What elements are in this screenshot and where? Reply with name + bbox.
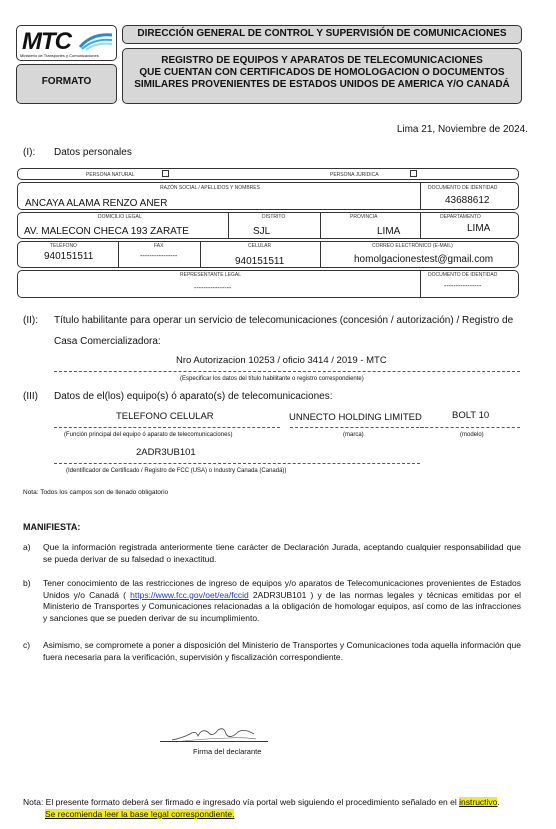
domicilio-field[interactable]: AV. MALECON CHECA 193 ZARATE (24, 226, 189, 237)
item-b-text-2: 2ADR3UB101 ) y de las normas legales y técnicas emitidas por el Ministerio de Transportes y Comunicaciones relacionadas a la obligación de homologar equipos, así como de las infracciones y sanciones que se pueden derivar de su incumplimiento. (43, 589, 521, 623)
item-a-label: a) (23, 542, 31, 552)
representante-label: REPRESENTANTE LEGAL (180, 272, 242, 278)
marca-field[interactable]: UNNECTO HOLDING LIMITED (289, 412, 422, 423)
item-b-text-1: Tener conocimiento de las restricciones de ingreso de equipos y/o aparatos de Telecomunicaciones provenientes de Estados Unidos y/o Canadá ( (43, 578, 521, 600)
correo-field[interactable]: homolgacionestest@gmail.com (354, 254, 494, 265)
razon-social-label: RAZÓN SOCIAL / APELLIDOS Y NOMBRES (160, 185, 260, 191)
divider (420, 270, 421, 298)
formato-label: FORMATO (41, 76, 92, 87)
fcc-link[interactable]: https://www.fcc.gov/oet/ea/fccid (130, 589, 249, 600)
item-b-label: b) (23, 578, 31, 588)
doc-label: DOCUMENTO DE IDENTIDAD (428, 185, 498, 191)
telefono-label: TELÉFONO (50, 243, 77, 249)
instructivo-link[interactable]: instructivo (459, 797, 498, 807)
section3-number: (III) (23, 391, 38, 402)
correo-label: CORREO ELECTRÓNICO (E-MAIL) (372, 243, 453, 249)
funcion-field[interactable]: TELEFONO CELULAR (116, 411, 214, 422)
nota-obligatorio: Nota: Todos los campos son de llenado obligatorio (23, 489, 169, 496)
nota-final-end: . (497, 797, 500, 807)
identificador-caption: (Identificador de Certificado / Registro de FCC (USA) o Industry Canada (Canadá)) (66, 468, 287, 474)
identificador-field[interactable]: 2ADR3UB101 (136, 447, 196, 458)
nota-final-text: Nota: El presente formato deberá ser firmado e ingresado vía portal web siguiendo el procedimiento señalado en el (23, 797, 457, 807)
document-date: Lima 21, Noviembre de 2024. (396, 124, 528, 135)
section3-title: Datos de el(los) equipo(s) ó aparato(s) de telecomunicaciones: (54, 391, 333, 402)
header-title: DIRECCIÓN GENERAL DE CONTROL Y SUPERVISIÓN DE COMUNICACIONES (137, 28, 507, 39)
subtitle-line-3: SIMILARES PROVENIENTES DE ESTADOS UNIDOS DE AMERICA Y/O CANADÁ (134, 79, 510, 90)
celular-field[interactable]: 940151511 (235, 256, 285, 267)
modelo-underline (420, 427, 520, 428)
domicilio-label: DOMICILIO LEGAL (98, 214, 142, 220)
divider (320, 212, 321, 239)
rep-doc-field[interactable]: ---------------- (444, 283, 482, 290)
marca-underline (290, 427, 424, 428)
section1-title: Datos personales (54, 147, 132, 158)
base-legal-link[interactable]: Se recomienda leer la base legal correspondiente. (45, 809, 235, 819)
departamento-label: DEPARTAMENTO (440, 214, 481, 220)
divider (118, 241, 119, 268)
provincia-field[interactable]: LIMA (377, 226, 401, 237)
marca-caption: (marca) (343, 432, 364, 438)
signature-line (160, 741, 268, 742)
representante-field[interactable]: ---------------- (194, 285, 232, 292)
mtc-logo: MTC (22, 28, 71, 55)
item-b-text (43, 578, 521, 624)
persona-juridica-label: PERSONA JURIDICA (330, 172, 379, 178)
section2-number: (II): (23, 315, 38, 326)
telefono-field[interactable]: 940151511 (44, 251, 94, 262)
celular-label: CELULAR (248, 243, 272, 249)
subtitle-line-2: QUE CUENTAN CON CERTIFICADOS DE HOMOLOGACION O DOCUMENTOS (139, 67, 505, 78)
divider (228, 212, 229, 239)
modelo-field[interactable]: BOLT 10 (452, 410, 490, 421)
distrito-label: DISTRITO (262, 214, 286, 220)
titulo-habilitante-field[interactable]: Nro Autorizacion 10253 / oficio 3414 / 2019 - MTC (176, 355, 387, 366)
subtitle-line-1: REGISTRO DE EQUIPOS Y APARATOS DE TELECOMUNICACIONES (161, 55, 483, 66)
divider (320, 241, 321, 268)
item-c-label: c) (23, 640, 31, 650)
manifiesta-title: MANIFIESTA: (23, 522, 81, 532)
section2-text-1: Título habilitante para operar un servicio de telecomunicaciones (concesión / autorización) / Registro de (54, 315, 514, 326)
razon-social-field[interactable]: ANCAYA ALAMA RENZO ANER (25, 198, 168, 209)
item-c-text: Asimismo, se compromete a poner a disposición del Ministerio de Transportes y Comunicaciones toda aquella información que fuera necesaria para la verificación, supervisión y fiscalización correspondiente. (43, 640, 521, 662)
logo-wave-icon (78, 29, 114, 51)
fax-label: FAX (154, 243, 164, 249)
titulo-underline (54, 371, 520, 372)
titulo-caption: (Especificar los datos del título habilitante o registro correspondiente) (180, 376, 364, 382)
rep-doc-label: DOCUMENTO DE IDENTIDAD (428, 272, 498, 278)
logo-subtitle: Ministerio de Transportes y Comunicaciones (20, 53, 99, 58)
firma-caption: Firma del declarante (193, 747, 262, 756)
provincia-label: PROVINCIA (350, 214, 378, 220)
divider (200, 241, 201, 268)
header-subtitle (122, 55, 522, 91)
distrito-field[interactable]: SJL (253, 226, 271, 237)
section2-text-2: Casa Comercializadora: (54, 336, 161, 347)
fax-field[interactable]: ---------------- (140, 253, 178, 260)
divider (420, 182, 421, 210)
persona-natural-checkbox[interactable] (162, 170, 169, 177)
doc-field[interactable]: 43688612 (445, 195, 490, 206)
nota-final (23, 797, 533, 807)
persona-juridica-checkbox[interactable] (410, 170, 417, 177)
departamento-field[interactable]: LIMA (467, 223, 491, 234)
item-a-text: Que la información registrada anteriormente tiene carácter de Declaración Jurada, aceptando cualquier responsabilidad que se pueda derivar de su falsedad o inexactitud. (43, 542, 521, 564)
persona-natural-label: PERSONA NATURAL (86, 172, 135, 178)
divider (420, 212, 421, 239)
signature-image (168, 722, 258, 746)
identificador-underline (54, 463, 420, 464)
modelo-caption: (modelo) (460, 432, 484, 438)
funcion-caption: (Función principal del equipo ó aparato de telecomunicaciones) (64, 432, 233, 438)
section1-number: (I): (23, 147, 36, 158)
funcion-underline (54, 427, 280, 428)
